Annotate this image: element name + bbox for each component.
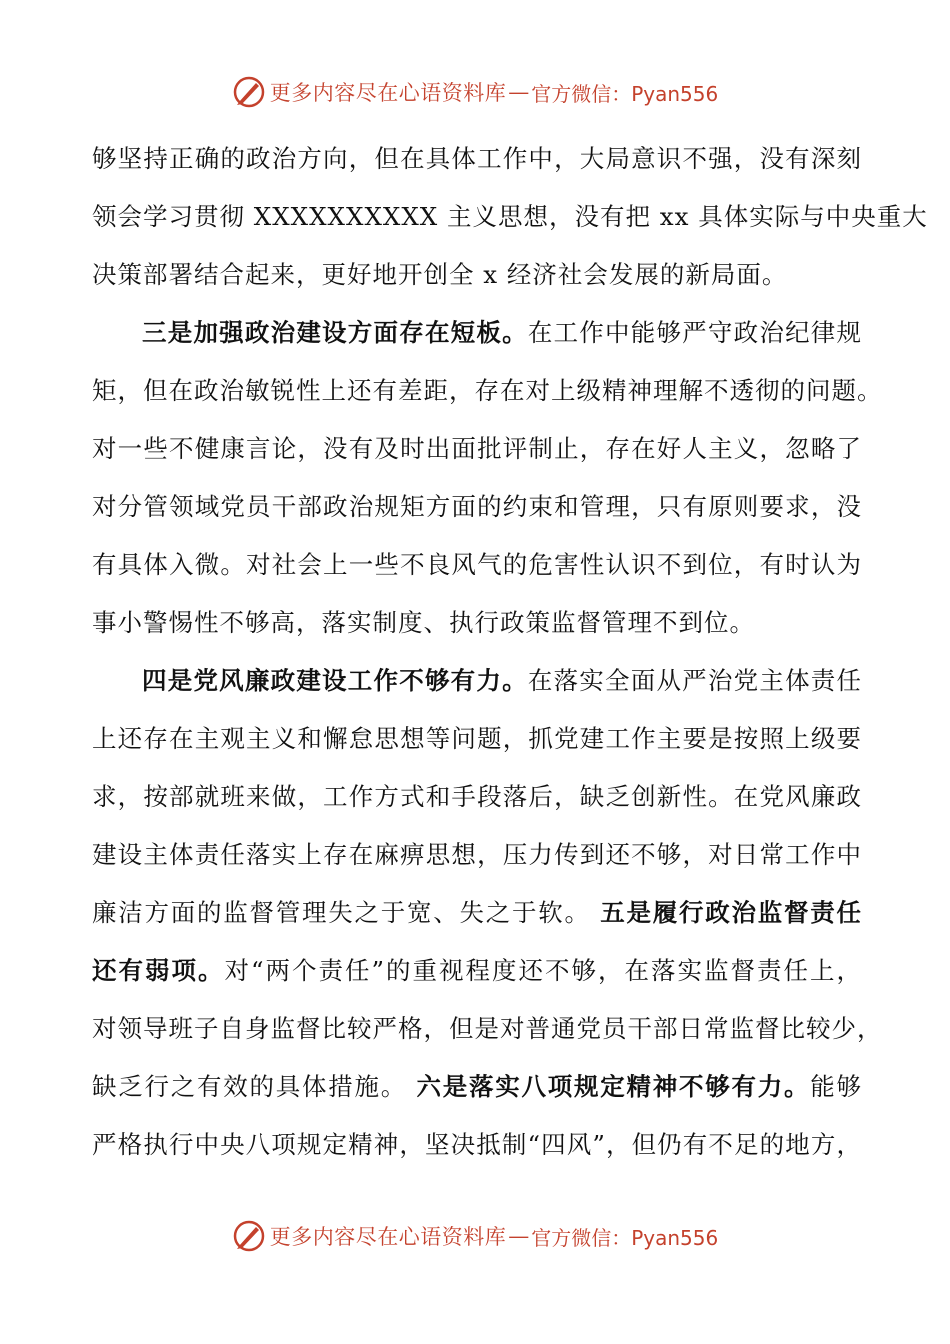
watermark-separator: —: [508, 80, 530, 104]
text-line: [92, 420, 862, 478]
text-line: [92, 1000, 883, 1058]
pen-logo-icon: [232, 1219, 266, 1253]
body-text: 缺乏行之有效的具体措施。: [92, 1072, 417, 1101]
body-text: 矩，但在政治敏锐性上还有差距，存在对上级精神理解不透彻的问题。: [92, 376, 883, 405]
text-line: [92, 1116, 862, 1174]
text-line: [92, 768, 862, 826]
text-line: [92, 478, 862, 536]
watermark-text: 更多内容尽在心语资料库: [269, 81, 507, 105]
body-text: 领会学习贯彻 XXXXXXXXXX 主义思想，没有把 xx 具体实际与中央重大: [92, 202, 928, 231]
body-text: 在工作中能够严守政治纪律规: [527, 318, 863, 347]
text-line: [92, 884, 862, 942]
body-text: 求，按部就班来做，工作方式和手段落后，缺乏创新性。在党风廉政: [92, 782, 862, 811]
footer-watermark: [0, 1212, 950, 1260]
text-line: [92, 362, 883, 420]
body-text: 廉洁方面的监督管理失之于宽、失之于软。: [92, 898, 601, 927]
watermark-separator: —: [508, 1224, 530, 1248]
pen-logo-icon: [232, 75, 266, 109]
text-line: [92, 710, 862, 768]
body-text: 上还存在主观主义和懈怠思想等问题，抓党建工作主要是按照上级要: [92, 724, 862, 753]
text-line: [92, 304, 862, 362]
bold-heading-text: 三是加强政治建设方面存在短板。: [142, 318, 528, 347]
body-text: 对分管领域党员干部政治规矩方面的约束和管理，只有原则要求，没: [92, 492, 862, 521]
header-watermark: [0, 68, 950, 116]
watermark-text: 更多内容尽在心语资料库: [269, 1225, 507, 1249]
text-line: [92, 130, 862, 188]
watermark-wechat: 官方微信：Pyan556: [531, 1225, 719, 1250]
text-line: [92, 1058, 862, 1116]
document-body: [92, 130, 928, 1174]
body-text: 有具体入微。对社会上一些不良风气的危害性认识不到位，有时认为: [92, 550, 862, 579]
body-text: 对领导班子自身监督比较严格，但是对普通党员干部日常监督比较少，: [92, 1014, 883, 1043]
body-text: 事小警惕性不够高，落实制度、执行政策监督管理不到位。: [92, 608, 755, 637]
bold-heading-text: 六是落实八项规定精神不够有力。: [416, 1072, 811, 1101]
body-text: 决策部署结合起来，更好地开创全 x 经济社会发展的新局面。: [92, 260, 788, 289]
watermark-wechat: 官方微信：Pyan556: [531, 81, 719, 106]
bold-heading-text: 还有弱项。: [92, 956, 225, 985]
text-line: [92, 826, 862, 884]
text-line: [92, 594, 862, 652]
body-text: 够坚持正确的政治方向，但在具体工作中，大局意识不强，没有深刻: [92, 144, 862, 173]
body-text: 对“两个责任”的重视程度还不够，在落实监督责任上，: [224, 956, 862, 985]
body-text: 能够: [810, 1072, 862, 1101]
text-line: [92, 942, 862, 1000]
body-text: 严格执行中央八项规定精神，坚决抵制“四风”，但仍有不足的地方，: [92, 1130, 862, 1159]
body-text: 在落实全面从严治党主体责任: [527, 666, 863, 695]
body-text: 建设主体责任落实上存在麻痹思想，压力传到还不够，对日常工作中: [92, 840, 862, 869]
text-line: [92, 536, 862, 594]
text-line: [92, 188, 928, 246]
text-line: [92, 246, 862, 304]
text-line: [92, 652, 862, 710]
bold-heading-text: 四是党风廉政建设工作不够有力。: [142, 666, 528, 695]
body-text: 对一些不健康言论，没有及时出面批评制止，存在好人主义，忽略了: [92, 434, 862, 463]
bold-heading-text: 五是履行政治监督责任: [600, 898, 863, 927]
